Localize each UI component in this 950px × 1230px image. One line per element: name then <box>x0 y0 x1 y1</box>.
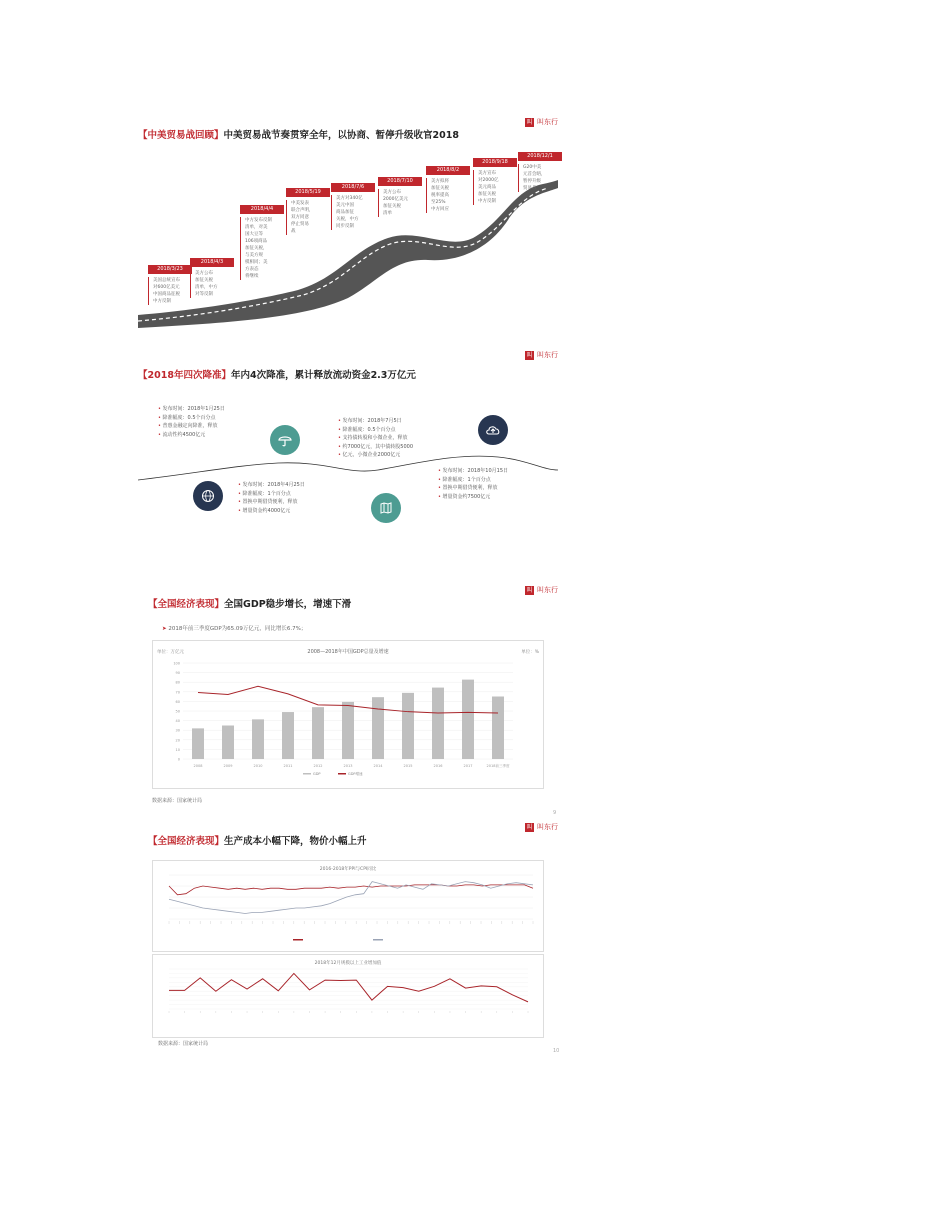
y2-axis-label: 单位：% <box>521 650 539 655</box>
rrr-round-2: • 发布时间：2018年4月25日 • 降准幅度：1个百分点 • 置换中期借贷便利，释放 • 增量资金约4000亿元 <box>238 481 305 515</box>
rrr-round-4: • 发布时间：2018年10月15日 • 降准幅度：1个百分点 • 置换中期借贷便利，释放 • 增量资金约7500亿元 <box>438 467 508 501</box>
gdp-bar <box>312 707 324 759</box>
y-tick: 60 <box>175 699 180 704</box>
series-line <box>169 885 533 895</box>
ppi-chart-frame <box>152 860 544 952</box>
event-line: 美方宣布 <box>478 171 496 176</box>
y-axis-label: 单位：万亿元 <box>157 650 184 655</box>
event-line: 贸易战 <box>523 186 537 191</box>
event-line: 联合声明， <box>291 208 314 213</box>
legend-swatch <box>373 939 383 941</box>
event-line: 清单，中方 <box>195 285 218 290</box>
brand-logo: 叫 叫东行 <box>526 118 558 126</box>
page-number: 9 <box>553 810 557 816</box>
event-date: 2018/5/19 <box>286 188 330 197</box>
slide-trade-war <box>138 110 558 332</box>
event-line: 商品加征 <box>336 210 354 215</box>
x-tick: 2017 <box>463 764 473 768</box>
ppi-cpi-chart <box>153 861 543 951</box>
x-tick: 2012 <box>313 764 323 768</box>
slide-rrr-cuts <box>138 345 558 545</box>
logo-icon: 叫 <box>526 586 533 594</box>
event-line: 方表态 <box>245 267 259 272</box>
event-line: 税率提高 <box>431 193 449 198</box>
event-line: 中方发布反制 <box>245 218 272 223</box>
x-tick: 2014 <box>373 764 383 768</box>
iva-chart-frame <box>152 954 544 1038</box>
timeline-event <box>331 183 375 230</box>
x-tick: 2008 <box>193 764 203 768</box>
gdp-bar <box>252 719 264 759</box>
event-line: 加征关税 <box>478 192 496 197</box>
event-line: 元首会晤， <box>523 172 546 177</box>
x-tick: 2016 <box>433 764 443 768</box>
event-line: 中美发表 <box>291 201 309 206</box>
timeline-event <box>518 152 562 192</box>
brand-logo: 叫 叫东行 <box>526 586 558 594</box>
series-line <box>169 882 533 914</box>
umbrella-icon <box>270 425 300 455</box>
timeline-event <box>148 265 192 305</box>
gdp-bar <box>372 697 384 759</box>
event-date: 2018/7/10 <box>378 177 422 186</box>
chart-title: 2018年12月规模以上工业增加值 <box>314 961 382 966</box>
map-icon <box>371 493 401 523</box>
y-tick: 10 <box>175 747 180 752</box>
y-tick: 0 <box>177 757 180 762</box>
x-tick: 2009 <box>223 764 233 768</box>
event-line: 停止贸易 <box>291 222 309 227</box>
event-line: 关税，中方 <box>336 217 359 222</box>
event-line: 对等反制 <box>195 292 213 297</box>
timeline-event <box>190 258 234 298</box>
logo-icon: 叫 <box>526 118 533 126</box>
industrial-chart <box>153 955 543 1037</box>
event-line: 暂停升级 <box>523 179 541 184</box>
event-line: 加征关税 <box>431 186 449 191</box>
event-text <box>426 178 470 213</box>
gdp-bullet: ➤ 2018年前三季度GDP为65.09万亿元，同比增长6.7%； <box>162 626 307 632</box>
logo-icon: 叫 <box>526 351 533 359</box>
logo-icon: 叫 <box>526 823 533 831</box>
event-line: 美方公布 <box>383 190 401 195</box>
gdp-bar <box>342 702 354 759</box>
rrr-round-3: • 发布时间：2018年7月5日 • 降准幅度：0.5个百分点 • 支持债转股和小微企业，释放 • 约7000亿元，其中债转股5000 • 亿元，小微企业2000亿元 <box>338 417 413 460</box>
legend-label: GDP <box>313 772 321 776</box>
event-line: G20中美 <box>523 165 542 170</box>
y-tick: 40 <box>175 719 180 724</box>
y-tick: 100 <box>173 661 180 666</box>
event-line: 清单，对美 <box>245 225 268 230</box>
gdp-bar <box>222 725 234 759</box>
brand-logo: 叫 叫东行 <box>526 351 558 359</box>
event-date: 2018/4/3 <box>190 258 234 267</box>
slide-ppi-cpi <box>138 820 558 1055</box>
globe-icon <box>193 481 223 511</box>
event-line: 对600亿美元 <box>153 285 180 290</box>
event-line: 中方反制 <box>478 199 496 204</box>
event-line: 对2000亿 <box>478 178 499 183</box>
event-line: 加征关税 <box>383 204 401 209</box>
y-tick: 20 <box>175 738 180 743</box>
chart-title: 2016-2018年PPI与CPI同比 <box>319 867 377 872</box>
rrr-round-1: • 发布时间：2018年1月25日 • 降准幅度：0.5个百分点 • 普惠金融定向降准，释放 • 流动性约4500亿元 <box>158 405 225 439</box>
timeline-event <box>473 158 517 205</box>
x-tick: 2015 <box>403 764 413 768</box>
event-text <box>190 270 234 298</box>
event-text <box>518 164 562 192</box>
x-tick: 2010 <box>253 764 263 768</box>
x-tick: 2011 <box>283 764 293 768</box>
gdp-chart <box>153 641 543 788</box>
timeline-event <box>240 205 284 280</box>
y-tick: 70 <box>175 690 180 695</box>
event-line: 加征关税， <box>245 246 268 251</box>
y-tick: 80 <box>175 680 180 685</box>
y-tick: 90 <box>175 671 180 676</box>
gdp-bar <box>462 680 474 759</box>
timeline-event <box>426 166 470 213</box>
event-line: 国大豆等 <box>245 232 263 237</box>
slide-title: 【中美贸易战回顾】中美贸易战节奏贯穿全年，以协商、暂停升级收官2018 <box>138 130 459 141</box>
event-line: 双方同意 <box>291 215 309 220</box>
x-tick: 2013 <box>343 764 353 768</box>
source-note: 数据来源：国家统计局 <box>158 1041 209 1047</box>
slide-gdp <box>138 582 558 817</box>
legend-swatch <box>338 773 346 775</box>
event-line: 加征关税 <box>195 278 213 283</box>
event-text <box>331 195 375 230</box>
timeline-event <box>378 177 422 217</box>
event-date: 2018/12/1 <box>518 152 562 161</box>
event-text <box>473 170 517 205</box>
source-note: 数据来源：国家统计局 <box>152 798 203 804</box>
event-line: 清单 <box>383 211 392 216</box>
gdp-bar <box>432 688 444 759</box>
event-line: 2000亿美元 <box>383 197 408 202</box>
event-line: 美国总统宣布 <box>153 278 180 283</box>
event-line: 美方公布 <box>195 271 213 276</box>
event-line: 中方回应 <box>431 207 449 212</box>
event-line: 106项商品 <box>245 239 268 244</box>
slide-title: 【全国经济表现】全国GDP稳步增长，增速下滑 <box>148 599 352 610</box>
brand-logo: 叫 叫东行 <box>526 823 558 831</box>
y-tick: 50 <box>175 709 180 714</box>
page-number: 10 <box>553 1048 560 1054</box>
event-text <box>286 200 330 235</box>
event-line: 战 <box>291 229 296 234</box>
event-date: 2018/3/23 <box>148 265 192 274</box>
event-line: 至25% <box>431 200 446 205</box>
gdp-bar <box>282 712 294 759</box>
event-date: 2018/7/6 <box>331 183 375 192</box>
legend-swatch <box>293 939 303 941</box>
event-date: 2018/4/4 <box>240 205 284 214</box>
event-line: 与美方规 <box>245 253 263 258</box>
gdp-bar <box>192 728 204 759</box>
event-line: 美方对340亿 <box>336 196 363 201</box>
event-line: 将继续 <box>245 274 259 279</box>
y-tick: 30 <box>175 728 180 733</box>
timeline-event <box>286 188 330 235</box>
legend-label: GDP增速 <box>348 772 363 776</box>
event-date: 2018/8/2 <box>426 166 470 175</box>
event-text <box>148 277 192 305</box>
cloud-icon <box>478 415 508 445</box>
x-tick: 2018前三季度 <box>486 764 510 768</box>
legend-swatch <box>303 773 311 775</box>
event-line: 美方拟将 <box>431 179 449 184</box>
event-line: 中国商品征税 <box>153 292 180 297</box>
event-line: 美元中国 <box>336 203 354 208</box>
event-line: 美元商品 <box>478 185 496 190</box>
slide-title: 【2018年四次降准】年内4次降准，累计释放流动资金2.3万亿元 <box>138 370 416 381</box>
slide-title: 【全国经济表现】生产成本小幅下降，物价小幅上升 <box>148 836 367 847</box>
event-line: 中方反制 <box>153 299 171 304</box>
event-text <box>240 217 284 280</box>
chart-title: 2008—2018年中国GDP总量及增速 <box>307 649 389 655</box>
event-date: 2018/9/18 <box>473 158 517 167</box>
gdp-chart-frame <box>152 640 544 789</box>
event-line: 同步反制 <box>336 224 354 229</box>
gdp-bar <box>402 693 414 759</box>
gdp-bar <box>492 697 504 759</box>
event-text <box>378 189 422 217</box>
event-line: 模相同；美 <box>245 260 268 265</box>
